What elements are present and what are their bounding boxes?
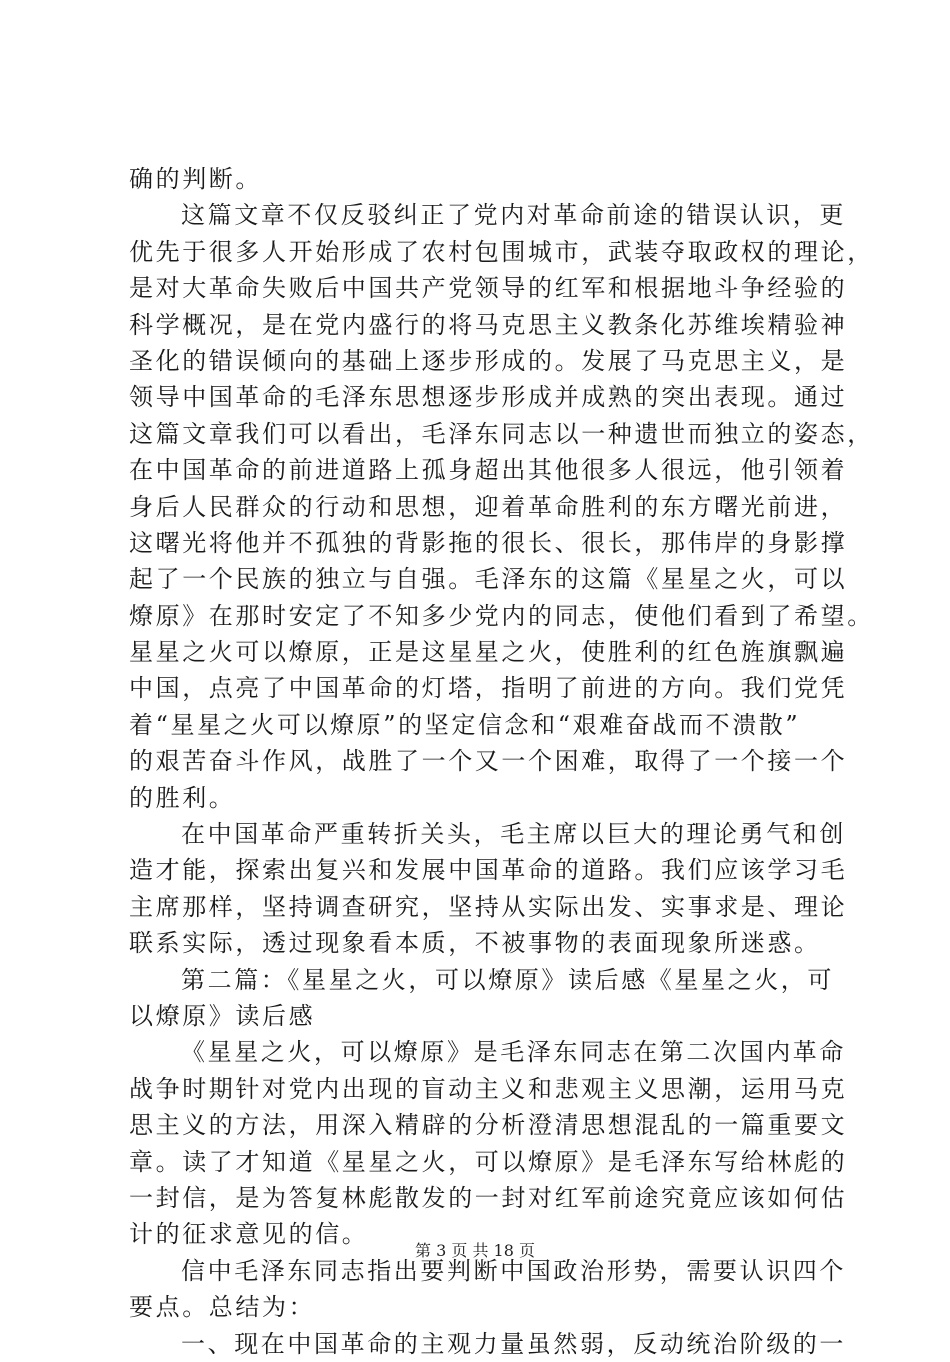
text-line: 在中国革命严重转折关头，毛主席以巨大的理论勇气和创 — [181, 820, 846, 849]
text-line: 起了一个民族的独立与自强。毛泽东的这篇《星星之火，可以 — [129, 565, 848, 594]
text-line: 《星星之火，可以燎原》是毛泽东同志在第二次国内革命 — [181, 1038, 846, 1067]
text-line: 中国，点亮了中国革命的灯塔，指明了前进的方向。我们党凭 — [129, 674, 848, 703]
text-line: 在中国革命的前进道路上孤身超出其他很多人很远，他引领着 — [129, 456, 848, 485]
text-line: 章。读了才知道《星星之火，可以燎原》是毛泽东写给林彪的 — [129, 1147, 848, 1176]
text-line: 一、现在中国革命的主观力量虽然弱，反动统治阶级的一 — [181, 1329, 846, 1358]
page-footer: 第 3 页 共 18 页 — [415, 1241, 535, 1260]
text-line: 科学概况，是在党内盛行的将马克思主义教条化苏维埃精验神 — [129, 310, 848, 339]
text-line: 以燎原》读后感 — [129, 1001, 316, 1030]
text-line: 要点。总结为： — [129, 1293, 316, 1322]
text-line: 联系实际，透过现象看本质，不被事物的表面现象所迷惑。 — [129, 929, 821, 958]
text-line: 燎原》在那时安定了不知多少党内的同志，使他们看到了希望。 — [129, 601, 874, 630]
text-line: 计的征求意见的信。 — [129, 1220, 369, 1249]
text-line: 是对大革命失败后中国共产党领导的红军和根据地斗争经验的 — [129, 274, 848, 303]
text-line: 这篇文章我们可以看出，毛泽东同志以一种遗世而独立的姿态， — [129, 419, 874, 448]
text-line: 着“星星之火可以燎原”的坚定信念和“艰难奋战而不溃散” — [129, 710, 801, 739]
text-line: 这篇文章不仅反驳纠正了党内对革命前途的错误认识，更 — [181, 201, 846, 230]
text-line: 优先于很多人开始形成了农村包围城市，武装夺取政权的理论， — [129, 237, 874, 266]
text-line: 第二篇：《星星之火，可以燎原》读后感《星星之火，可 — [181, 965, 834, 994]
text-line: 圣化的错误倾向的基础上逐步形成的。发展了马克思主义，是 — [129, 346, 848, 375]
text-line: 的胜利。 — [129, 783, 236, 812]
text-line: 的艰苦奋斗作风，战胜了一个又一个困难，取得了一个接一个 — [129, 747, 848, 776]
text-line: 这曙光将他并不孤独的背影拖的很长、很长，那伟岸的身影撑 — [129, 528, 848, 557]
document-body — [129, 161, 874, 1362]
text-line: 战争时期针对党内出现的盲动主义和悲观主义思潮，运用马克 — [129, 1074, 848, 1103]
text-line: 造才能，探索出复兴和发展中国革命的道路。我们应该学习毛 — [129, 856, 848, 885]
text-line: 信中毛泽东同志指出要判断中国政治形势，需要认识四个 — [181, 1256, 846, 1285]
text-line: 领导中国革命的毛泽东思想逐步形成并成熟的突出表现。通过 — [129, 383, 848, 412]
text-line: 一封信，是为答复林彪散发的一封对红军前途究竟应该如何估 — [129, 1183, 848, 1212]
text-line: 确的判断。 — [129, 165, 262, 193]
text-line: 思主义的方法，用深入精辟的分析澄清思想混乱的一篇重要文 — [129, 1111, 848, 1140]
text-line: 星星之火可以燎原，正是这星星之火，使胜利的红色旌旗飘遍 — [129, 638, 848, 667]
text-line: 主席那样，坚持调查研究，坚持从实际出发、实事求是、理论 — [129, 892, 848, 921]
text-line: 身后人民群众的行动和思想，迎着革命胜利的东方曙光前进， — [129, 492, 848, 521]
